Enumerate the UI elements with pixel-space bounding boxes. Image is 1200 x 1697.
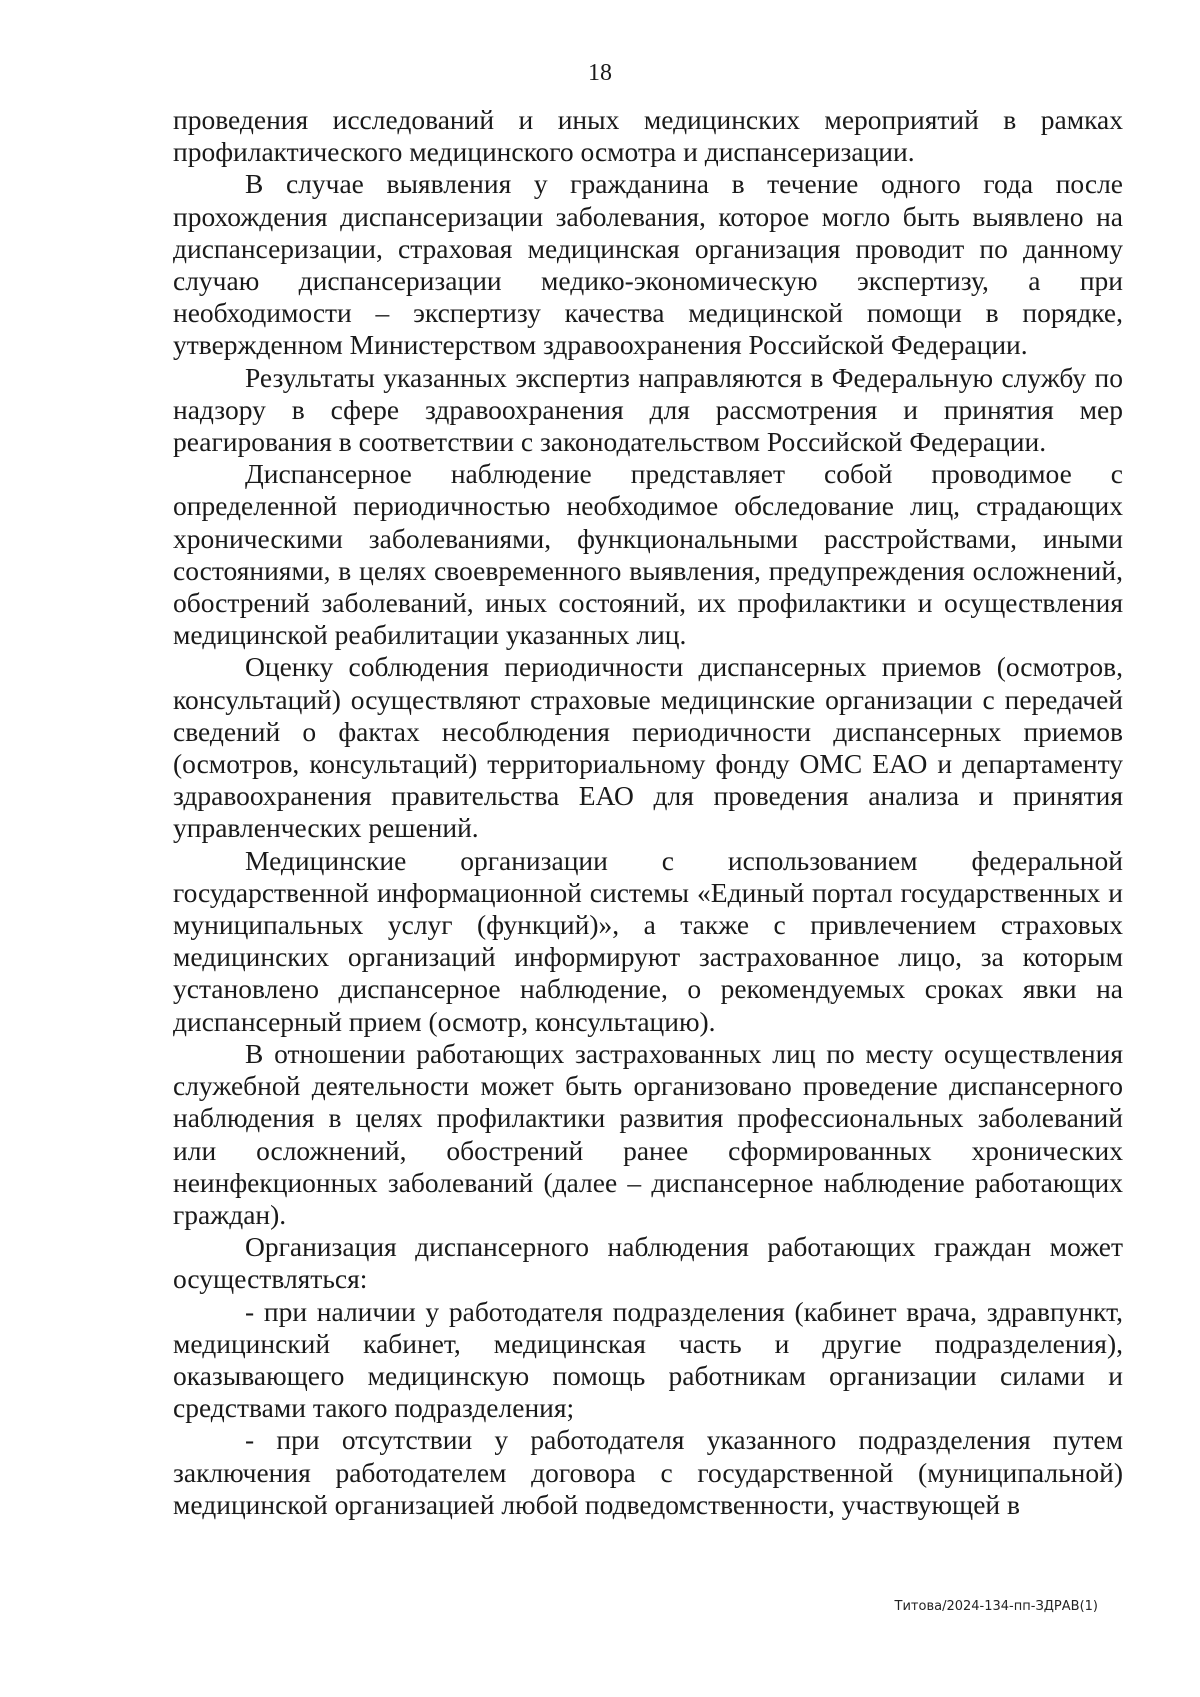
paragraph-dispensary-observation: Диспансерное наблюдение представляет собой проводимое с определенной периодичностью необходимое обследование лиц, страдающих хроническими заболеваниями, функциональными расстройствами, иными состояниями, в целях своевременного выявления, предупреждения осложнений, обострений заболеваний, иных состояний, их профилактики и осуществления медицинской реабилитации указанных лиц. <box>173 458 1123 651</box>
paragraph-periodicity-assessment: Оценку соблюдения периодичности диспансерных приемов (осмотров, консультаций) осуществляют страховые медицинские организации с передачей сведений о фактах несоблюдения периодичности диспансерных приемов (осмотров, консультаций) территориальному фонду ОМС ЕАО и департаменту здравоохранения правительства ЕАО для проведения анализа и принятия управленческих решений. <box>173 651 1123 844</box>
paragraph-informing-insured: Медицинские организации с использованием федеральной государственной информационной системы «Единый портал государственных и муниципальных услуг (функций)», а также с привлечением страховых медицинских организаций информируют застрахованное лицо, за которым установлено диспансерное наблюдение, о рекомендуемых сроках явки на диспансерный прием (осмотр, консультацию). <box>173 844 1123 1037</box>
document-code: Титова/2024-134-пп-ЗДРАВ(1) <box>894 1599 1098 1614</box>
paragraph-expertise-results: Результаты указанных экспертиз направляются в Федеральную службу по надзору в сфере здравоохранения для рассмотрения и принятия мер реагирования в соответствии с законодательством Российской Федерации. <box>173 361 1123 458</box>
paragraph-working-citizens: В отношении работающих застрахованных лиц по месту осуществления служебной деятельности может быть организовано проведение диспансерного наблюдения в целях профилактики развития профессиональных заболеваний или осложнений, обострений ранее сформированных хронических неинфекционных заболеваний (далее – диспансерное наблюдение работающих граждан). <box>173 1037 1123 1230</box>
page-number: 18 <box>588 60 612 86</box>
paragraph-organization: Организация диспансерного наблюдения работающих граждан может осуществляться: <box>173 1231 1123 1295</box>
list-item-contract: - при отсутствии у работодателя указанного подразделения путем заключения работодателем договора с государственной (муниципальной) медицинской организацией любой подведомственности, участвующей в <box>173 1424 1123 1520</box>
paragraph-dispensary-detection: В случае выявления у гражданина в течение одного года после прохождения диспансеризации заболевания, которое могло быть выявлено на диспансеризации, страховая медицинская организация проводит по данному случаю диспансеризации медико-экономическую экспертизу, а при необходимости – экспертизу качества медицинской помощи в порядке, утвержденном Министерством здравоохранения Российской Федерации. <box>173 168 1123 361</box>
paragraph-continuation: проведения исследований и иных медицинских мероприятий в рамках профилактического медицинского осмотра и диспансеризации. <box>173 104 1123 168</box>
document-body <box>173 104 1123 1521</box>
list-item-employer-unit: - при наличии у работодателя подразделения (кабинет врача, здравпункт, медицинский кабинет, медицинская часть и другие подразделения), оказывающего медицинскую помощь работникам организации силами и средствами такого подразделения; <box>173 1295 1123 1424</box>
